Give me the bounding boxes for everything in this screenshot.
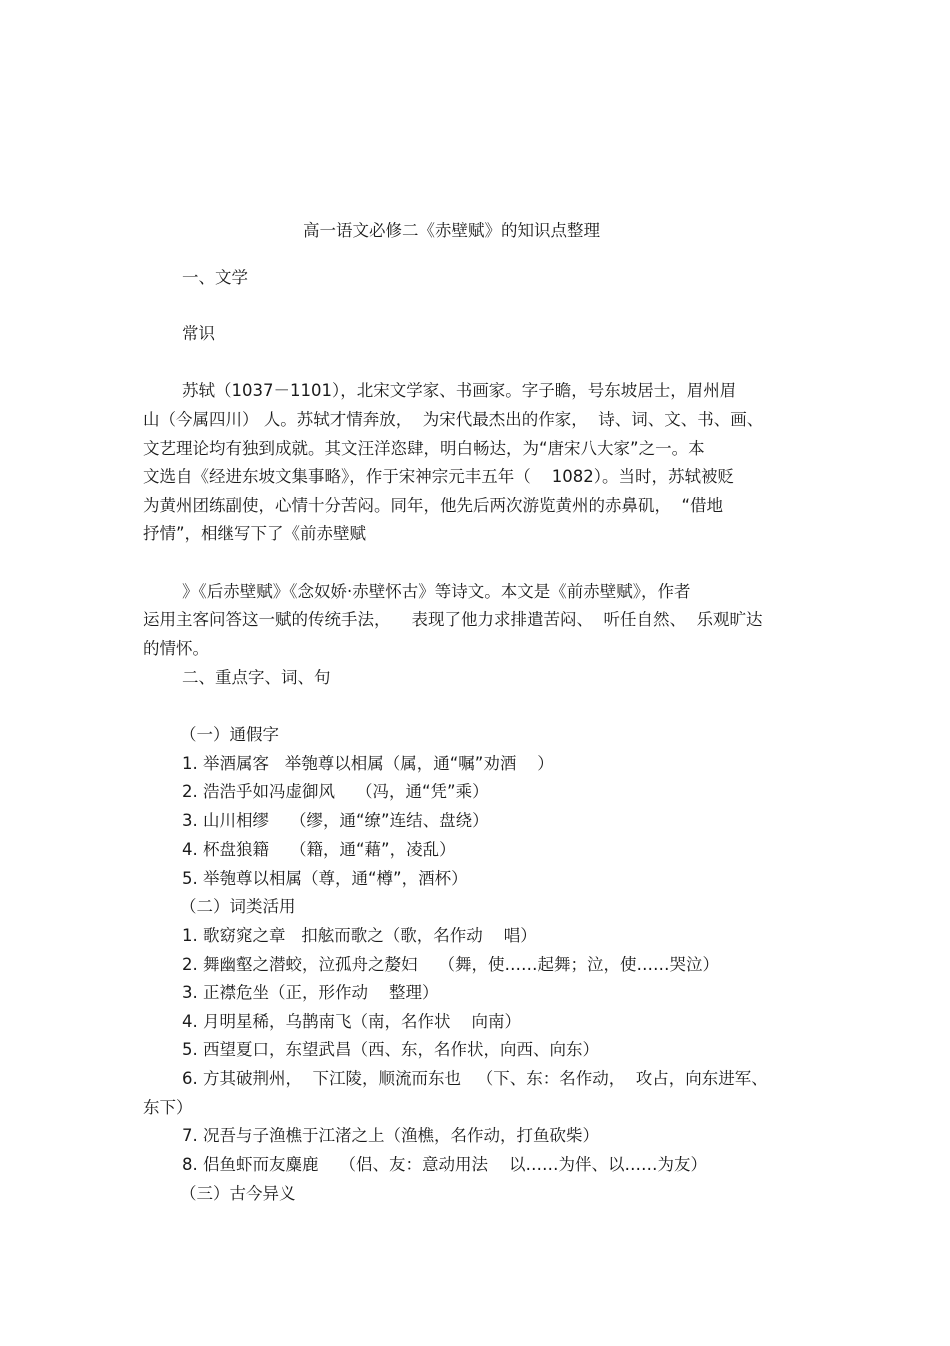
subsection-heading-ancient-modern: （三）古今异义	[180, 1184, 296, 1203]
section-subheading-common-knowledge: 常识	[182, 324, 215, 343]
list-item: 5. 举匏尊以相属（尊，通“樽”，酒杯）	[182, 869, 468, 888]
paragraph-line: 的情怀。	[143, 639, 209, 658]
list-item: 2. 浩浩乎如冯虚御风 （冯，通“凭”乘）	[182, 782, 489, 801]
paragraph-line: 抒情”，相继写下了《前赤壁赋	[143, 524, 367, 543]
paragraph-line: 文艺理论均有独到成就。其文汪洋恣肆，明白畅达，为“唐宋八大家”之一。本	[143, 439, 705, 458]
list-item: 3. 山川相缪 （缪，通“缭”连结、盘绕）	[182, 811, 489, 830]
list-item: 2. 舞幽壑之潜蛟，泣孤舟之嫠妇 （舞，使……起舞；泣，使……哭泣）	[182, 955, 719, 974]
list-item: 7. 况吾与子渔樵于江渚之上（渔樵，名作动，打鱼砍柴）	[182, 1126, 599, 1145]
paragraph-line: 文选自《经进东坡文集事略》，作于宋神宗元丰五年（ 1082）。当时，苏轼被贬	[143, 467, 734, 486]
list-item: 8. 侣鱼虾而友麋鹿 （侣、友：意动用法 以……为伴、以……为友）	[182, 1155, 707, 1174]
subsection-heading-word-class: （二）词类活用	[180, 897, 296, 916]
list-item: 1. 歌窈窕之章 扣舷而歌之（歌，名作动 唱）	[182, 926, 537, 945]
paragraph-line: 》《后赤壁赋》《念奴娇·赤壁怀古》等诗文。本文是《前赤壁赋》，作者	[182, 582, 691, 601]
paragraph-line: 山（今属四川） 人。苏轼才情奔放， 为宋代最杰出的作家， 诗、词、文、书、画、	[143, 410, 764, 429]
list-item: 6. 方其破荆州， 下江陵，顺流而东也 （下、东：名作动， 攻占，向东进军、	[182, 1069, 768, 1088]
subsection-heading-tongjiazi: （一）通假字	[180, 725, 279, 744]
list-item-continuation: 东下）	[143, 1098, 193, 1117]
section-heading-literature: 一、文学	[182, 268, 248, 287]
list-item: 3. 正襟危坐（正，形作动 整理）	[182, 983, 439, 1002]
paragraph-line: 为黄州团练副使，心情十分苦闷。同年，他先后两次游览黄州的赤鼻矶， “借地	[143, 496, 724, 515]
list-item: 5. 西望夏口，东望武昌（西、东，名作状，向西、向东）	[182, 1040, 599, 1059]
paragraph-line: 苏轼（1037－1101），北宋文学家、书画家。字子瞻，号东坡居士，眉州眉	[182, 381, 737, 400]
section-heading-key-words: 二、重点字、词、句	[182, 668, 331, 687]
paragraph-line: 运用主客问答这一赋的传统手法， 表现了他力求排遣苦闷、 听任自然、 乐观旷达	[143, 610, 763, 629]
list-item: 4. 杯盘狼籍 （籍，通“藉”，凌乱）	[182, 840, 456, 859]
list-item: 4. 月明星稀，乌鹊南飞（南，名作状 向南）	[182, 1012, 521, 1031]
list-item: 1. 举酒属客 举匏尊以相属（属，通“嘱”劝酒 ）	[182, 754, 554, 773]
page-title: 高一语文必修二《赤壁赋》的知识点整理	[303, 221, 600, 240]
